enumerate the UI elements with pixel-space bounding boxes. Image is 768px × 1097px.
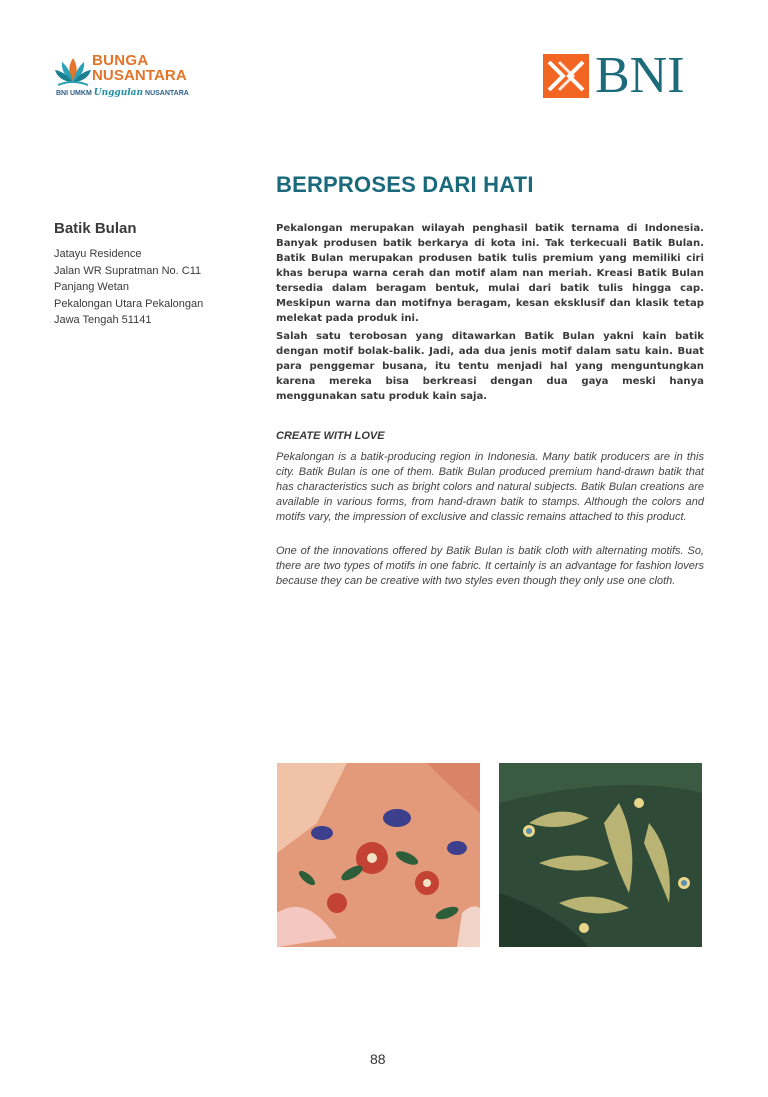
address-line: Panjang Wetan <box>54 281 130 293</box>
bni-mark-icon <box>543 54 589 98</box>
address-line: Jatayu Residence <box>54 248 142 260</box>
lotus-icon <box>54 54 92 88</box>
page-number: 88 <box>370 1051 386 1067</box>
address-line: Jalan WR Supratman No. C11 <box>54 264 202 277</box>
paragraph-en: Pekalongan is a batik-producing region in Indonesia. Many batik producers are in this city. Batik Bulan is one of them. Batik Bulan produced premium hand-drawn batik that has characteristics such as bright colors and natural subjects. Batik Bulan creations are available in various forms, from hand-drawn batik to stamps. Although the colors and motifs vary, the impression of exclusive and classic remains attached to this product. <box>276 451 704 523</box>
bunga-tagline <box>56 88 189 98</box>
nusantara-wordmark: NUSANTARA <box>92 67 187 84</box>
bni-logo <box>543 47 705 104</box>
batik-photo-peacock <box>499 763 702 947</box>
tagline-suffix: NUSANTARA <box>145 90 189 97</box>
address-line: Jawa Tengah 51141 <box>54 314 152 326</box>
bni-wordmark: BNI <box>595 47 685 104</box>
address-line: Pekalongan Utara Pekalongan <box>54 297 204 310</box>
article-title: BERPROSES DARI HATI <box>276 172 534 197</box>
tagline-prefix: BNI UMKM <box>56 90 92 97</box>
company-name: Batik Bulan <box>54 220 137 237</box>
paragraph-en: One of the innovations offered by Batik Bulan is batik cloth with alternating motifs. So, there are two types of motifs in one fabric. It certainly is an advantage for fashion lovers because they can be creative with two styles even though they only use one cloth. <box>276 545 704 587</box>
bunga-wordmark: BUNGA <box>92 52 149 69</box>
paragraph-id: Salah satu terobosan yang ditawarkan Batik Bulan yakni kain batik dengan motif bolak-balik. Jadi, ada dua jenis motif dalam satu kain. Buat para penggemar busana, itu tentu menjadi hal yang menguntungkan karena mereka bisa berkreasi dengan dua gaya meski hanya menggunakan satu produk kain saja. <box>276 331 704 402</box>
bunga-nusantara-logo <box>54 52 204 102</box>
company-address <box>54 246 203 329</box>
english-subheading: CREATE WITH LOVE <box>276 430 385 442</box>
batik-photo-floral <box>277 763 480 947</box>
paragraph-id: Pekalongan merupakan wilayah penghasil batik ternama di Indonesia. Banyak produsen batik berkarya di kota ini. Tak terkecuali Batik Bulan. Batik Bulan merupakan produsen batik tulis premium yang memiliki ciri khas berupa warna cerah dan motif alam nan meriah. Kreasi Batik Bulan tersedia dalam beragam bentuk, mulai dari batik tulis hingga cap. Meskipun warna dan motifnya beragam, kesan eksklusif dan klasik tetap melekat pada produk ini. <box>276 223 704 324</box>
tagline-script: Unggulan <box>93 88 144 98</box>
